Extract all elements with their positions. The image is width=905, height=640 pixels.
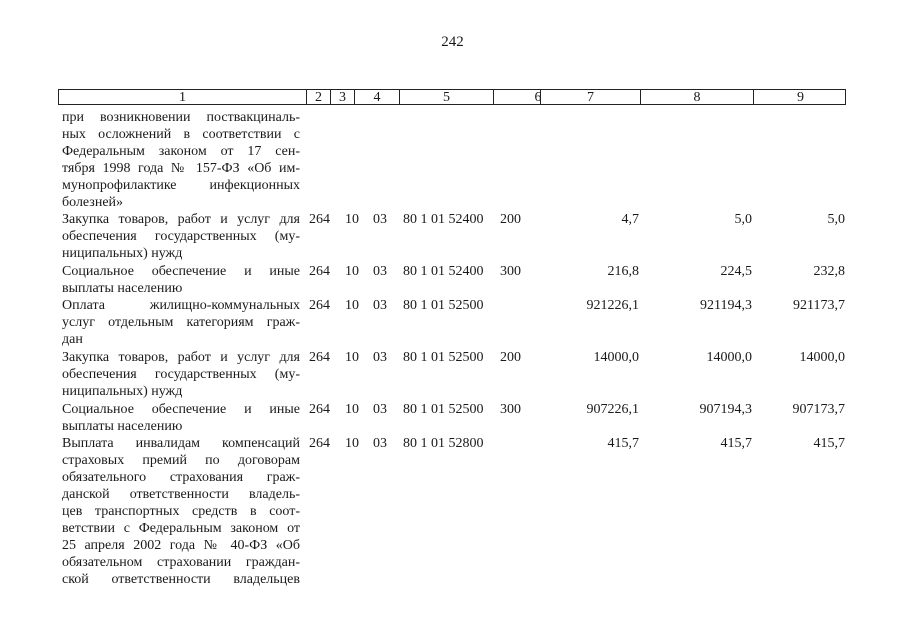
description-line: Закупка товаров, работ и услуг для	[62, 350, 300, 365]
cell-col-5: 80 1 01 52500	[403, 350, 484, 365]
cell-col-4: 03	[373, 350, 387, 365]
header-col-9: 9	[753, 90, 847, 104]
row-description	[62, 297, 300, 348]
row-description	[62, 401, 300, 435]
cell-col-8: 5,0	[734, 212, 752, 227]
row-description	[62, 109, 300, 211]
cell-col-8: 415,7	[720, 436, 752, 451]
cell-col-7: 4,7	[621, 212, 639, 227]
cell-col-9: 415,7	[813, 436, 845, 451]
header-col-5: 5	[399, 90, 493, 104]
cell-col-4: 03	[373, 264, 387, 279]
cell-col-8: 224,5	[720, 264, 752, 279]
cell-col-3: 10	[345, 350, 359, 365]
description-line: мунопрофилактике инфекционных	[62, 178, 300, 193]
description-line: обеспечения государственных (му-	[62, 229, 300, 244]
cell-col-6: 300	[500, 402, 521, 417]
cell-col-2: 264	[309, 402, 330, 417]
cell-col-9: 921173,7	[793, 298, 845, 313]
cell-col-5: 80 1 01 52400	[403, 264, 484, 279]
description-line: Закупка товаров, работ и услуг для	[62, 212, 300, 227]
cell-col-9: 232,8	[813, 264, 845, 279]
description-line: Социальное обеспечение и иные	[62, 264, 300, 279]
description-line: дан	[62, 332, 83, 347]
description-line: выплаты населению	[62, 419, 183, 434]
cell-col-3: 10	[345, 212, 359, 227]
cell-col-2: 264	[309, 264, 330, 279]
header-col-4: 4	[354, 90, 399, 104]
description-line: ниципальных) нужд	[62, 246, 183, 261]
description-line: ской ответственности владельцев	[62, 572, 300, 587]
cell-col-4: 03	[373, 212, 387, 227]
cell-col-3: 10	[345, 402, 359, 417]
cell-col-5: 80 1 01 52400	[403, 212, 484, 227]
cell-col-6: 200	[500, 212, 521, 227]
description-line: тября 1998 года № 157-ФЗ «Об им-	[62, 161, 300, 176]
table-header	[58, 89, 846, 105]
header-col-2: 2	[306, 90, 330, 104]
cell-col-7: 216,8	[607, 264, 639, 279]
cell-col-2: 264	[309, 436, 330, 451]
description-line: Социальное обеспечение и иные	[62, 402, 300, 417]
cell-col-3: 10	[345, 264, 359, 279]
cell-col-3: 10	[345, 436, 359, 451]
description-line: цев транспортных средств в соот-	[62, 504, 300, 519]
cell-col-6: 200	[500, 350, 521, 365]
description-line: данской ответственности владель-	[62, 487, 300, 502]
cell-col-5: 80 1 01 52500	[403, 402, 484, 417]
cell-col-7: 907226,1	[586, 402, 639, 417]
cell-col-6: 300	[500, 264, 521, 279]
row-description	[62, 211, 300, 262]
cell-col-8: 907194,3	[699, 402, 752, 417]
description-line: Федеральным законом от 17 сен-	[62, 144, 300, 159]
cell-col-7: 415,7	[607, 436, 639, 451]
cell-col-9: 14000,0	[799, 350, 845, 365]
cell-col-3: 10	[345, 298, 359, 313]
row-description	[62, 349, 300, 400]
cell-col-4: 03	[373, 436, 387, 451]
description-line: ветствии с Федеральным законом от	[62, 521, 300, 536]
cell-col-7: 14000,0	[593, 350, 639, 365]
description-line: услуг отдельным категориям граж-	[62, 315, 300, 330]
cell-col-9: 5,0	[827, 212, 845, 227]
header-col-6: 6	[493, 90, 582, 104]
cell-col-8: 921194,3	[700, 298, 752, 313]
row-description	[62, 263, 300, 297]
cell-col-2: 264	[309, 298, 330, 313]
description-line: болезней»	[62, 195, 124, 210]
cell-col-2: 264	[309, 350, 330, 365]
cell-col-9: 907173,7	[792, 402, 845, 417]
description-line: при возникновении поствакциналь-	[62, 110, 300, 125]
description-line: ных осложнений в соответствии с	[62, 127, 300, 142]
description-line: обеспечения государственных (му-	[62, 367, 300, 382]
description-line: Выплата инвалидам компенсаций	[62, 436, 300, 451]
cell-col-4: 03	[373, 402, 387, 417]
header-col-7: 7	[540, 90, 640, 104]
page-number: 242	[441, 34, 464, 50]
cell-col-5: 80 1 01 52800	[403, 436, 484, 451]
cell-col-7: 921226,1	[586, 298, 639, 313]
description-line: выплаты населению	[62, 281, 183, 296]
description-line: ниципальных) нужд	[62, 384, 183, 399]
cell-col-5: 80 1 01 52500	[403, 298, 484, 313]
cell-col-4: 03	[373, 298, 387, 313]
description-line: Оплата жилищно-коммунальных	[62, 298, 300, 313]
cell-col-8: 14000,0	[706, 350, 752, 365]
header-col-3: 3	[330, 90, 354, 104]
description-line: обязательном страховании граждан-	[62, 555, 300, 570]
header-col-8: 8	[640, 90, 753, 104]
header-col-1: 1	[179, 90, 186, 105]
description-line: страховых премий по договорам	[62, 453, 300, 468]
row-description	[62, 435, 300, 588]
cell-col-2: 264	[309, 212, 330, 227]
description-line: обязательного страхования граж-	[62, 470, 300, 485]
description-line: 25 апреля 2002 года № 40-ФЗ «Об	[62, 538, 300, 553]
